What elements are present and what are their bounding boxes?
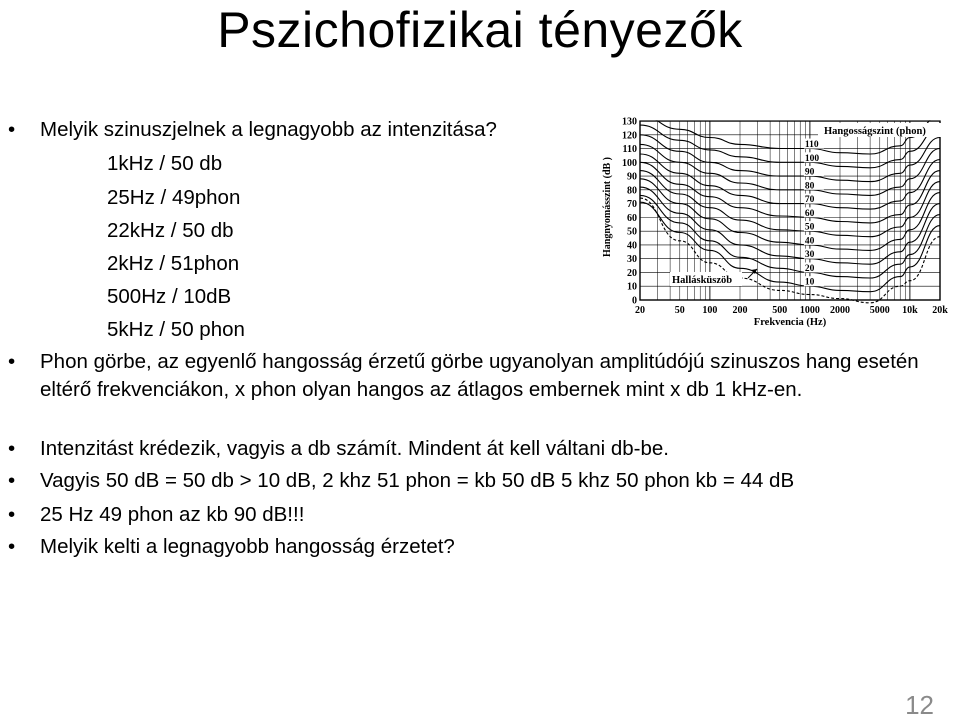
y-tick-label: 80 bbox=[627, 185, 637, 197]
page-number: 12 bbox=[905, 690, 934, 720]
paragraph-conversion: • Vagyis 50 dB = 50 db > 10 dB, 2 khz 51 phon = kb 50 dB 5 khz 50 phon kb = 44 dB bbox=[40, 467, 940, 495]
phon-label: 60 bbox=[804, 208, 815, 219]
y-tick-labels bbox=[622, 117, 637, 307]
paragraph-phon-definition: • Phon görbe, az egyenlő hangosság érzetű görbe ugyanolyan amplitúdójú szinuszos hang esetén eltérő frekvenciákon, x phon olyan hangos az átlagos embernek mint x db 1 kHz-en. bbox=[40, 348, 940, 404]
legend-title: Hangosságszint (phon) bbox=[824, 126, 926, 137]
phon-label: 50 bbox=[804, 222, 815, 233]
option-item: 2kHz / 51phon bbox=[107, 252, 240, 275]
phon-curve bbox=[640, 195, 940, 278]
y-axis-label: Hangnyomásszint (dB ) bbox=[602, 156, 613, 258]
option-item: 5kHz / 50 phon bbox=[107, 318, 245, 341]
paragraph-intensity: • Intenzitást krédezik, vagyis a db számít. Mindent át kell váltani db-be. bbox=[40, 435, 940, 463]
x-axis-label: Frekvencia (Hz) bbox=[753, 317, 827, 328]
y-tick-label: 50 bbox=[627, 226, 637, 238]
threshold-label: Hallásküszöb bbox=[672, 275, 733, 286]
phon-curve bbox=[640, 187, 940, 264]
phon-label: 20 bbox=[804, 263, 815, 274]
phon-label: 80 bbox=[804, 181, 815, 192]
y-tick-label: 0 bbox=[632, 295, 637, 307]
x-tick-label: 20 bbox=[635, 305, 645, 316]
equal-loudness-chart bbox=[600, 115, 960, 330]
x-tick-label: 1000 bbox=[799, 305, 820, 316]
equal-loudness-chart-svg bbox=[600, 115, 960, 330]
x-tick-label: 100 bbox=[702, 305, 718, 316]
question-bullet bbox=[40, 116, 497, 144]
y-tick-label: 40 bbox=[627, 240, 637, 252]
phon-label: 110 bbox=[804, 140, 819, 151]
y-tick-label: 90 bbox=[627, 171, 637, 183]
x-tick-label: 5000 bbox=[869, 305, 890, 316]
question-text: Melyik szinuszjelnek a legnagyobb az intenzitása? bbox=[40, 118, 497, 141]
x-tick-label: 20k bbox=[932, 305, 948, 316]
option-item: 22kHz / 50 db bbox=[107, 219, 234, 242]
phon-curve bbox=[640, 135, 940, 182]
y-tick-label: 30 bbox=[627, 254, 637, 266]
y-tick-label: 70 bbox=[627, 199, 637, 211]
y-tick-label: 110 bbox=[622, 144, 637, 156]
x-tick-label: 50 bbox=[674, 305, 685, 316]
y-tick-label: 60 bbox=[627, 212, 637, 224]
phon-label: 100 bbox=[804, 153, 820, 164]
y-tick-label: 10 bbox=[627, 281, 637, 293]
phon-label: 30 bbox=[804, 250, 815, 261]
phon-label: 90 bbox=[804, 167, 815, 178]
paragraph-25hz: • 25 Hz 49 phon az kb 90 dB!!! bbox=[40, 501, 940, 529]
x-tick-label: 200 bbox=[732, 305, 748, 316]
option-item: 500Hz / 10dB bbox=[107, 285, 232, 308]
phon-label: 40 bbox=[804, 236, 815, 247]
option-item: 25Hz / 49phon bbox=[107, 186, 241, 209]
phon-label: 10 bbox=[804, 277, 815, 288]
phon-label: 70 bbox=[804, 195, 815, 206]
x-tick-label: 2000 bbox=[830, 305, 850, 316]
phon-level-labels bbox=[804, 139, 824, 288]
slide-title: Pszichofizikai tényezők bbox=[217, 2, 743, 58]
y-tick-label: 130 bbox=[622, 116, 637, 128]
option-item: 1kHz / 50 db bbox=[107, 152, 223, 175]
x-tick-labels bbox=[635, 305, 948, 316]
x-tick-label: 10k bbox=[902, 305, 918, 316]
y-tick-label: 120 bbox=[622, 130, 637, 142]
y-tick-label: 100 bbox=[622, 157, 637, 169]
plot-top-mask bbox=[600, 115, 960, 120]
x-tick-label: 500 bbox=[772, 305, 788, 316]
paragraph-loudness-question: • Melyik kelti a legnagyobb hangosság érzetet? bbox=[40, 533, 940, 561]
y-tick-label: 20 bbox=[627, 267, 637, 279]
